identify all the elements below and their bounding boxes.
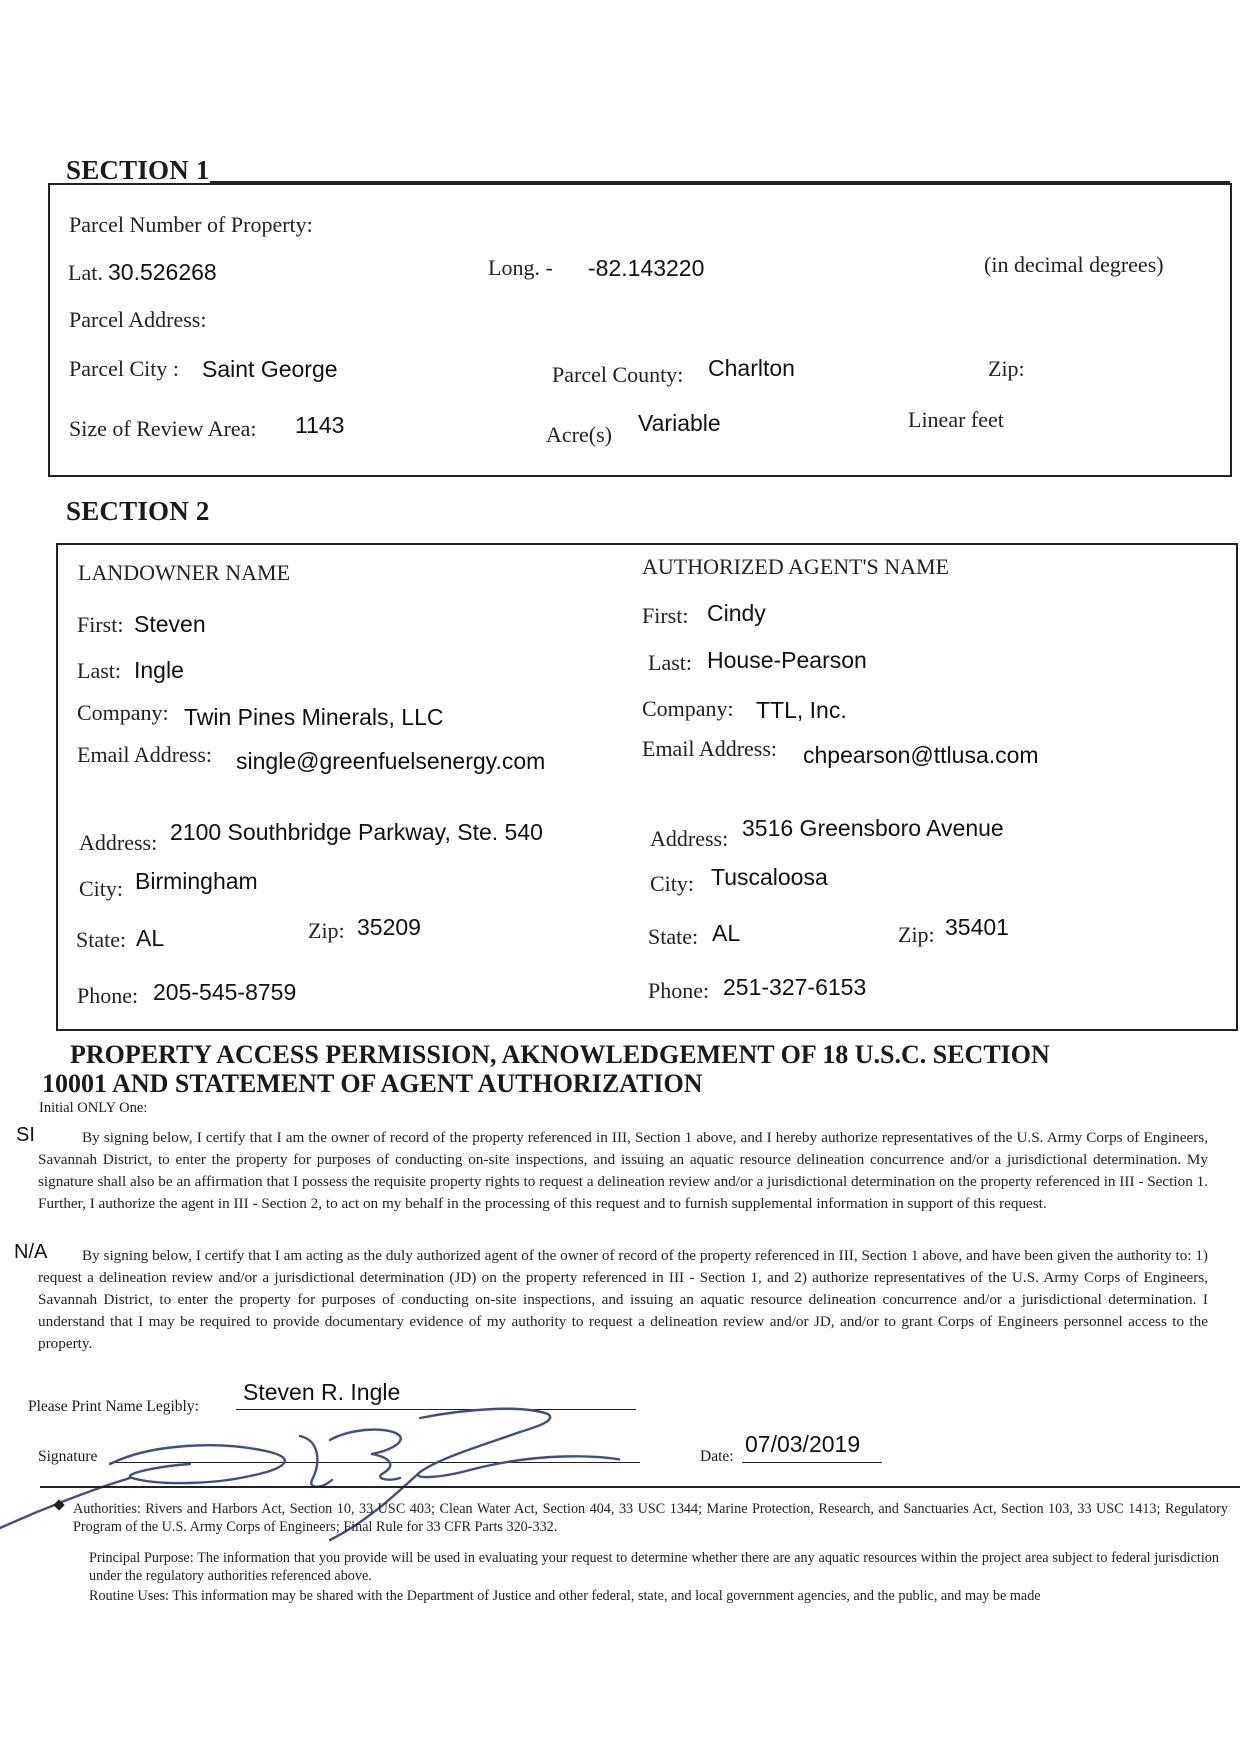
landowner-address-value: 2100 Southbridge Parkway, Ste. 540 [170, 819, 543, 845]
agent-address-value: 3516 Greensboro Avenue [742, 815, 1004, 841]
landowner-zip-value: 35209 [357, 914, 421, 940]
landowner-email-value: single@greenfuelsenergy.com [236, 748, 546, 774]
agent-phone-value: 251-327-6153 [723, 974, 867, 1000]
permission-title-line2: 10001 AND STATEMENT OF AGENT AUTHORIZATION [42, 1069, 703, 1098]
agent-initial: N/A [14, 1241, 48, 1263]
agent-last-label: Last: [648, 650, 692, 675]
landowner-first-value: Steven [134, 611, 206, 637]
agent-city-label: City: [650, 871, 695, 896]
footer-principal-purpose: Principal Purpose: The information that you provide will be used in evaluating your request to determine whether there are any aquatic resources within the project area subject to federal jurisdiction under the regulatory authorities referenced above. [89, 1550, 1219, 1584]
agent-email-value: chpearson@ttlusa.com [803, 742, 1039, 768]
footer-authorities: Authorities: Rivers and Harbors Act, Section 10, 33 USC 403; Clean Water Act, Section 404, 33 USC 1344; Marine Protection, Research, and Sanctuaries Act, Section 103, 33 USC 1413; Regulatory Program of the U.S. Army Corps of Engineers; Final Rule for 33 CFR Parts 320-332. [73, 1501, 1228, 1535]
landowner-city-label: City: [79, 876, 124, 901]
agent-state-value: AL [712, 920, 741, 946]
parcel-county-label: Parcel County: [552, 362, 684, 387]
signature-label: Signature [38, 1448, 98, 1465]
agent-first-label: First: [642, 603, 689, 628]
date-value: 07/03/2019 [745, 1431, 861, 1457]
section2-heading: SECTION 2 [66, 496, 210, 526]
landowner-email-label: Email Address: [77, 742, 213, 767]
agent-city-value: Tuscaloosa [711, 864, 828, 890]
initial-only-note: Initial ONLY One: [39, 1100, 148, 1116]
agent-zip-value: 35401 [945, 914, 1009, 940]
parcel-city-label: Parcel City : [69, 356, 179, 381]
print-name-label: Please Print Name Legibly: [28, 1398, 199, 1415]
long-label: Long. - [488, 255, 553, 280]
landowner-phone-value: 205-545-8759 [153, 979, 297, 1005]
permission-title-line1: PROPERTY ACCESS PERMISSION, AKNOWLEDGEMENT OF 18 U.S.C. SECTION [70, 1040, 1050, 1069]
landowner-zip-label: Zip: [308, 918, 345, 943]
agent-last-value: House-Pearson [707, 647, 867, 673]
acres-label: Acre(s) [546, 422, 612, 447]
landowner-last-value: Ingle [134, 657, 184, 683]
date-label: Date: [700, 1448, 734, 1465]
parcel-zip-label: Zip: [988, 356, 1025, 381]
review-area-value: 1143 [295, 412, 345, 438]
agent-email-label: Email Address: [642, 736, 778, 761]
landowner-first-label: First: [77, 612, 124, 637]
review-area-label: Size of Review Area: [69, 416, 257, 441]
landowner-title: LANDOWNER NAME [78, 560, 291, 585]
parcel-city-value: Saint George [202, 356, 338, 382]
landowner-address-label: Address: [79, 830, 158, 855]
lat-value: 30.526268 [108, 259, 217, 285]
date-line [742, 1462, 882, 1463]
agent-statement-text: By signing below, I certify that I am acting as the duly authorized agent of the owner of record of the property referenced in III, Section 1 above, and have been given the authority to: 1) request a delineation review and/or a jurisdictional determination (JD) on the property referenced in III - Section 1, and 2) authorize representatives of the U.S. Army Corps of Engineers, Savannah District, to enter the property for purposes of conducting on-site inspections, and issuing an aquatic resource delineation concurrence and/or a jurisdictional determination. I understand that I may be required to provide documentary evidence of my authority to request a delineation review and/or JD, and/or to grant Corps of Engineers personnel access to the property. [38, 1247, 1208, 1352]
agent-title: AUTHORIZED AGENT'S NAME [642, 554, 950, 579]
acres-value: Variable [638, 410, 721, 436]
agent-company-value: TTL, Inc. [756, 697, 847, 723]
landowner-phone-label: Phone: [77, 983, 139, 1008]
parcel-address-label: Parcel Address: [69, 307, 207, 332]
footer-rule [40, 1486, 1240, 1488]
landowner-state-value: AL [136, 925, 165, 951]
parcel-county-value: Charlton [708, 355, 795, 381]
landowner-state-label: State: [76, 927, 127, 952]
agent-phone-label: Phone: [648, 978, 710, 1003]
agent-first-value: Cindy [707, 600, 766, 626]
owner-initial: SI [16, 1124, 35, 1146]
footer-routine-uses: Routine Uses: This information may be shared with the Department of Justice and other federal, state, and local government agencies, and the public, and may be made [89, 1588, 1041, 1604]
landowner-company-label: Company: [77, 700, 169, 725]
parcel-number-label: Parcel Number of Property: [69, 212, 313, 237]
print-name-value: Steven R. Ingle [243, 1379, 401, 1405]
agent-state-label: State: [648, 924, 699, 949]
agent-company-label: Company: [642, 696, 734, 721]
lat-label: Lat. [68, 260, 103, 285]
long-value: -82.143220 [588, 255, 705, 281]
linear-feet-label: Linear feet [908, 407, 1004, 432]
landowner-city-value: Birmingham [135, 868, 258, 894]
landowner-last-label: Last: [77, 658, 121, 683]
owner-statement-text: By signing below, I certify that I am the owner of record of the property referenced in III, Section 1 above, and I hereby authorize representatives of the U.S. Army Corps of Engineers, Savannah District, to enter the property for purposes of conducting on-site inspections, and issuing an aquatic resource delineation concurrence and/or a jurisdictional determination. My signature shall also be an affirmation that I possess the requisite property rights to request a delineation review and/or a jurisdictional determination on the property referenced in III - Section 1. Further, I authorize the agent in III - Section 2, to act on my behalf in the processing of this request and to furnish supplemental information in support of this request. [38, 1129, 1208, 1212]
decimal-degrees-note: (in decimal degrees) [984, 252, 1164, 277]
owner-statement [16, 1124, 1208, 1215]
landowner-company-value: Twin Pines Minerals, LLC [184, 704, 444, 730]
agent-statement [14, 1241, 1208, 1355]
section1-heading: SECTION 1 [66, 155, 210, 185]
agent-zip-label: Zip: [898, 922, 935, 947]
agent-address-label: Address: [650, 826, 729, 851]
